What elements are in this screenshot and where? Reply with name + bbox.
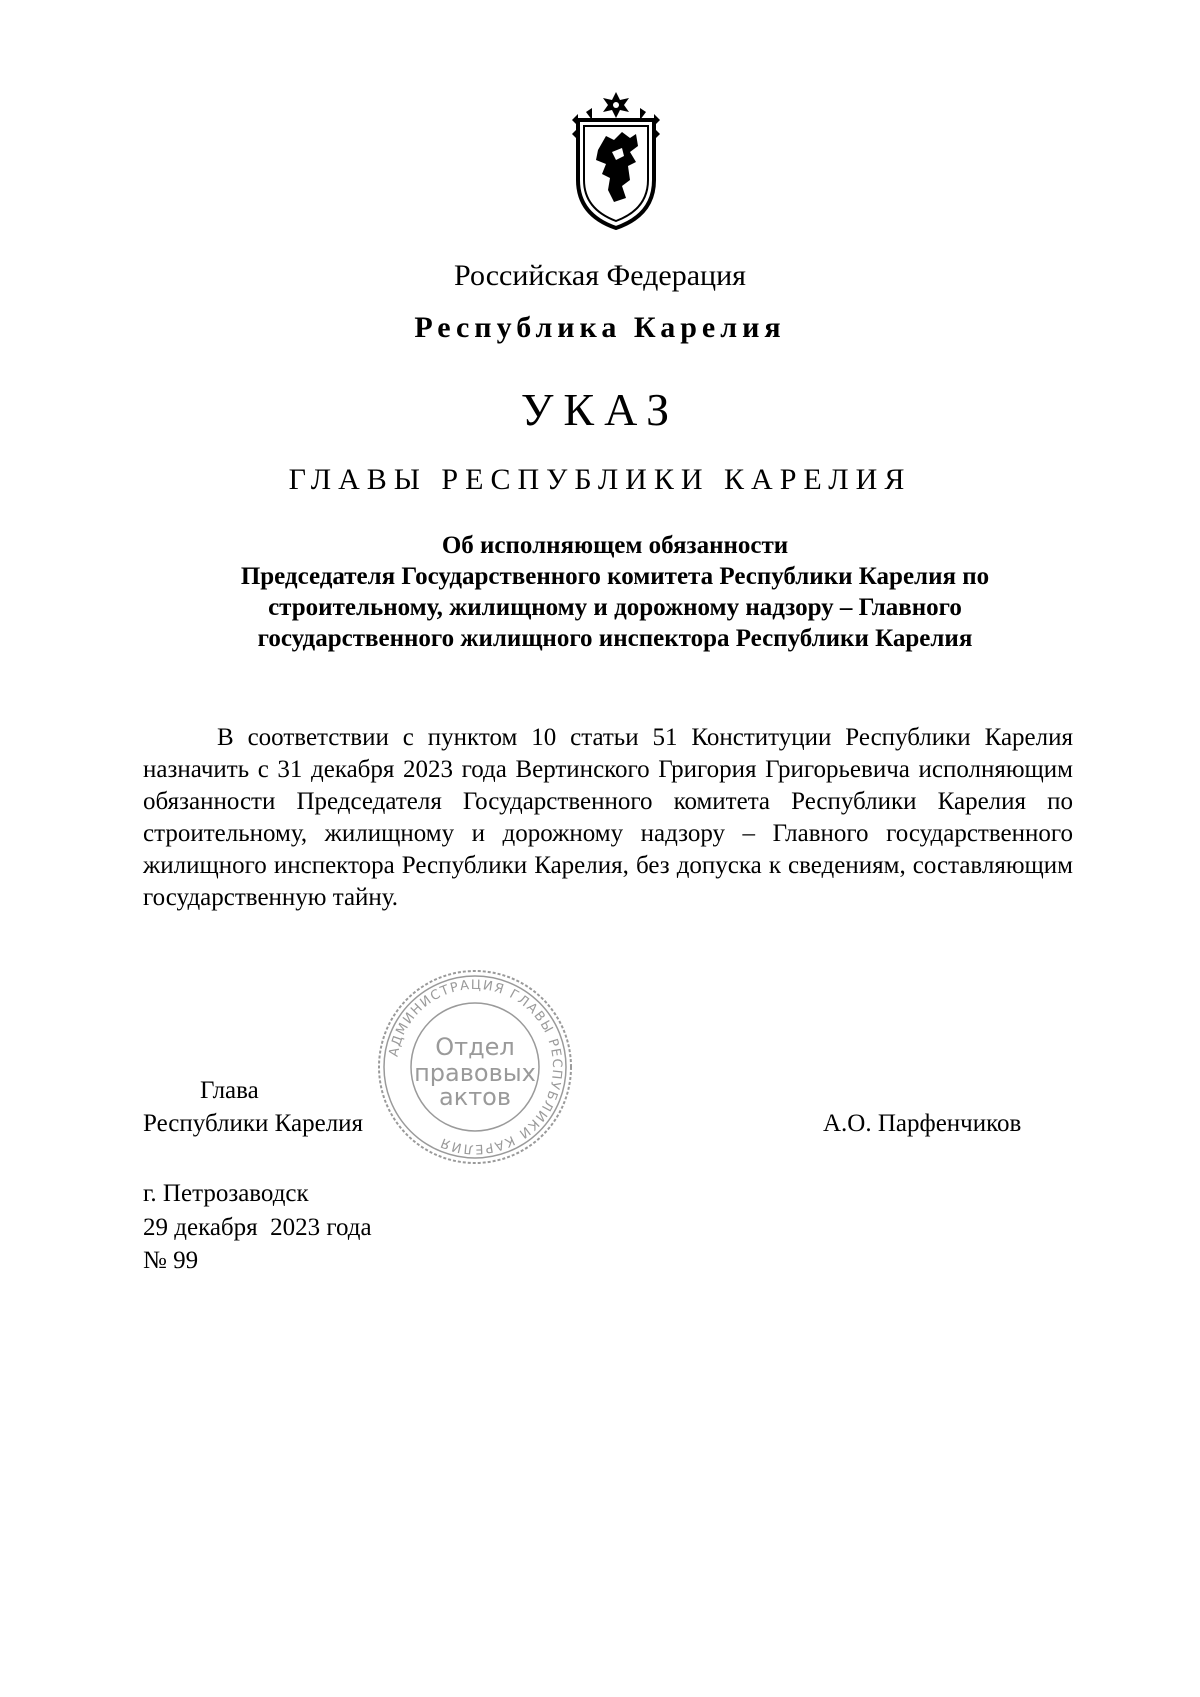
title-line: государственного жилищного инспектора Республики Карелия — [257, 625, 973, 652]
karelia-coat-of-arms-icon — [566, 90, 666, 230]
issue-place: г. Петрозаводск — [143, 1180, 309, 1207]
decree-body-paragraph: В соответствии с пунктом 10 статьи 51 Конституции Республики Карелия назначить с 31 декабря 2023 года Вертинского Григория Григорьевича исполняющим обязанности Председателя Государственного комитета Республики Карелия по строительному, жилищному и дорожному надзору – Главного государственного жилищного инспектора Республики Карелия, без допуска к сведениям, составляющим государственную тайну. — [143, 724, 1073, 911]
signer-position-line2: Республики Карелия — [143, 1110, 364, 1137]
document-type: УКАЗ — [520, 384, 680, 435]
document-issuer: ГЛАВЫ РЕСПУБЛИКИ КАРЕЛИЯ — [288, 463, 912, 496]
signer-position-line1: Глава — [200, 1077, 259, 1104]
decree-number: № 99 — [143, 1247, 199, 1274]
issue-date: 29 декабря 2023 года — [143, 1214, 372, 1241]
republic-name: Республика Карелия — [414, 311, 786, 344]
stamp-center-line: правовых — [414, 1059, 536, 1087]
title-line: Об исполняющем обязанности — [441, 532, 789, 559]
stamp-ring-text: АДМИНИСТРАЦИЯ ГЛАВЫ РЕСПУБЛИКИ КАРЕЛИЯ — [386, 977, 565, 1157]
country-name: Российская Федерация — [454, 259, 746, 292]
signer-name: А.О. Парфенчиков — [823, 1110, 1022, 1137]
title-line: строительному, жилищному и дорожному надзору – Главного — [268, 594, 962, 621]
stamp-center-line: Отдел — [435, 1033, 515, 1061]
decree-title — [150, 530, 1080, 654]
title-line: Председателя Государственного комитета Республики Карелия по — [240, 563, 990, 590]
stamp-center-line: актов — [438, 1083, 512, 1111]
official-stamp — [375, 967, 575, 1167]
